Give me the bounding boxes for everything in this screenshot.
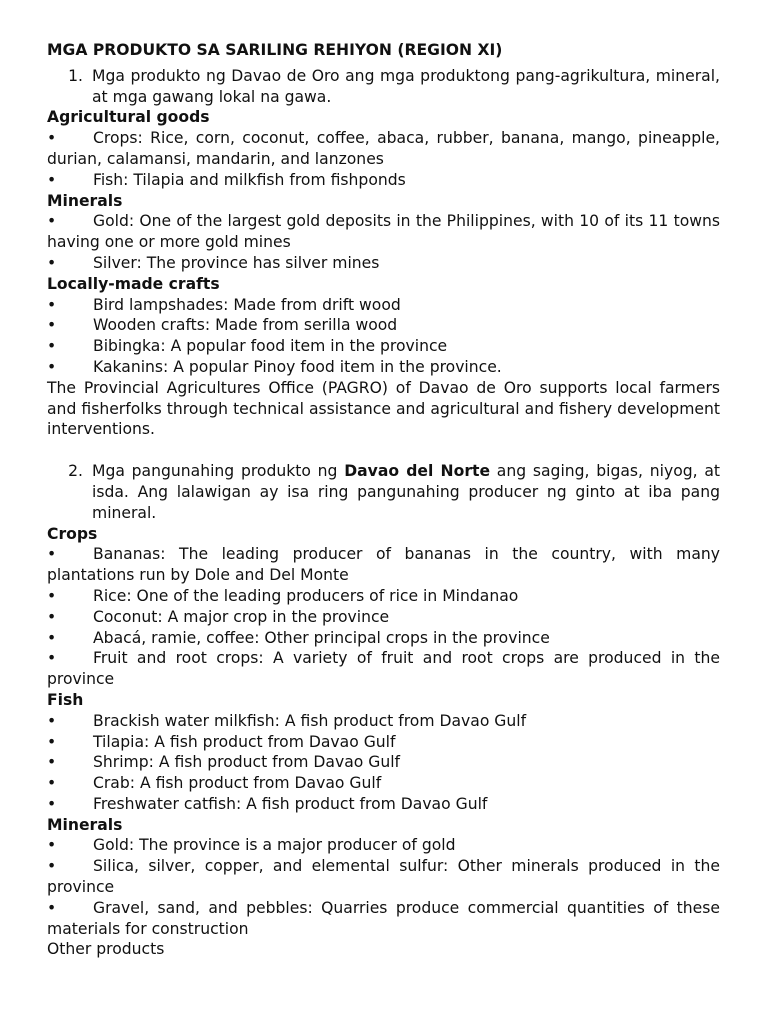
bullet-text: Wooden crafts: Made from serilla wood [93,316,398,335]
bullet-text: Kakanins: A popular Pinoy food item in the province. [93,357,502,376]
bullet-item [47,835,720,856]
bullet-marker: • [47,357,57,376]
bullet-text: Crops: Rice, corn, coconut, coffee, abaca, rubber, banana, mango, pineapple, durian, calamansi, mandarin, and lanzones [47,129,720,168]
bullet-text: Bibingka: A popular food item in the province [93,337,448,356]
group-heading: Fish [47,690,84,709]
bullet-text: Bird lampshades: Made from drift wood [93,295,401,314]
bullet-marker: • [47,295,57,314]
bullet-item [47,711,720,732]
bullet-text: Gold: The province is a major producer of gold [93,836,456,855]
bullet-item [47,898,720,940]
bullet-marker: • [47,545,57,564]
bullet-marker: • [47,628,57,647]
group-heading: Crops [47,524,98,543]
bullet-marker: • [47,794,57,813]
document-title: MGA PRODUKTO SA SARILING REHIYON (REGION XI) [47,41,503,59]
list-number: 2. [68,462,83,481]
bullet-item [47,128,720,170]
bullet-text: Tilapia: A fish product from Davao Gulf [93,732,396,751]
bullet-marker: • [47,170,57,189]
bullet-text: Brackish water milkfish: A fish product from Davao Gulf [93,711,527,730]
bullet-item [47,752,720,773]
group-heading: Locally-made crafts [47,274,220,293]
bullet-text: Fish: Tilapia and milkfish from fishponds [93,170,406,189]
bullet-marker: • [47,732,57,751]
bullet-marker: • [47,607,57,626]
bullet-item [47,336,720,357]
bullet-marker: • [47,649,57,668]
bullet-item [47,648,720,690]
group-heading: Minerals [47,191,123,210]
bullet-marker: • [47,212,57,231]
bullet-item [47,794,720,815]
bullet-item [47,586,720,607]
bullet-marker: • [47,857,57,876]
group-heading: Agricultural goods [47,108,210,127]
bullet-text: Shrimp: A fish product from Davao Gulf [93,753,401,772]
intro-text-start: Mga pangunahing produkto ng [92,462,345,481]
bullet-text: Coconut: A major crop in the province [93,607,390,626]
bullet-marker: • [47,774,57,793]
bullet-text: Gravel, sand, and pebbles: Quarries produce commercial quantities of these materials for construction [47,898,720,938]
bullet-item [47,211,720,253]
bullet-text: Rice: One of the leading producers of rice in Mindanao [93,586,519,605]
province-name: Davao del Norte [344,462,491,481]
bullet-item [47,357,720,378]
bullet-item [47,773,720,794]
bullet-item [47,170,720,191]
bullet-marker: • [47,253,57,272]
bullet-item [47,628,720,649]
bullet-item [47,295,720,316]
group-heading: Minerals [47,815,123,834]
section-1-intro-text: Mga produkto ng Davao de Oro ang mga produktong pang-agrikultura, mineral, at mga gawang lokal na gawa. [92,66,720,106]
bullet-text: Abacá, ramie, coffee: Other principal crops in the province [93,628,550,647]
bullet-marker: • [47,753,57,772]
bullet-marker: • [47,129,57,148]
bullet-text: Silica, silver, copper, and elemental sulfur: Other minerals produced in the province [47,857,720,897]
intro-text-end: ang saging, bigas, niyog, at isda. Ang lalawigan ay isa ring pangunahing producer ng ginto at iba pang mineral. [92,462,721,522]
bullet-marker: • [47,711,57,730]
bullet-item [47,856,720,898]
bullet-marker: • [47,898,57,917]
bullet-text: Silver: The province has silver mines [93,253,380,272]
bullet-marker: • [47,316,57,335]
section-1-closing: The Provincial Agricultures Office (PAGRO) of Davao de Oro supports local farmers and fisherfolks through technical assistance and agricultural and fishery development interventions. [47,378,720,439]
bullet-marker: • [47,836,57,855]
list-number: 1. [68,66,83,85]
bullet-item [47,607,720,628]
bullet-text: Bananas: The leading producer of bananas in the country, with many plantations run by Dole and Del Monte [47,545,720,585]
section-gap [47,440,720,461]
section-2-intro [47,461,720,523]
bullet-item [47,253,720,274]
bullet-text: Freshwater catfish: A fish product from Davao Gulf [93,794,488,813]
other-products-label: Other products [47,940,165,959]
bullet-marker: • [47,337,57,356]
bullet-text: Fruit and root crops: A variety of fruit and root crops are produced in the province [47,649,720,689]
section-2-intro-text [92,461,720,523]
bullet-text: Gold: One of the largest gold deposits in the Philippines, with 10 of its 11 towns having one or more gold mines [47,212,720,252]
section-1-intro [47,66,720,108]
bullet-text: Crab: A fish product from Davao Gulf [93,774,382,793]
bullet-item [47,544,720,586]
bullet-item [47,315,720,336]
bullet-item [47,732,720,753]
bullet-marker: • [47,586,57,605]
